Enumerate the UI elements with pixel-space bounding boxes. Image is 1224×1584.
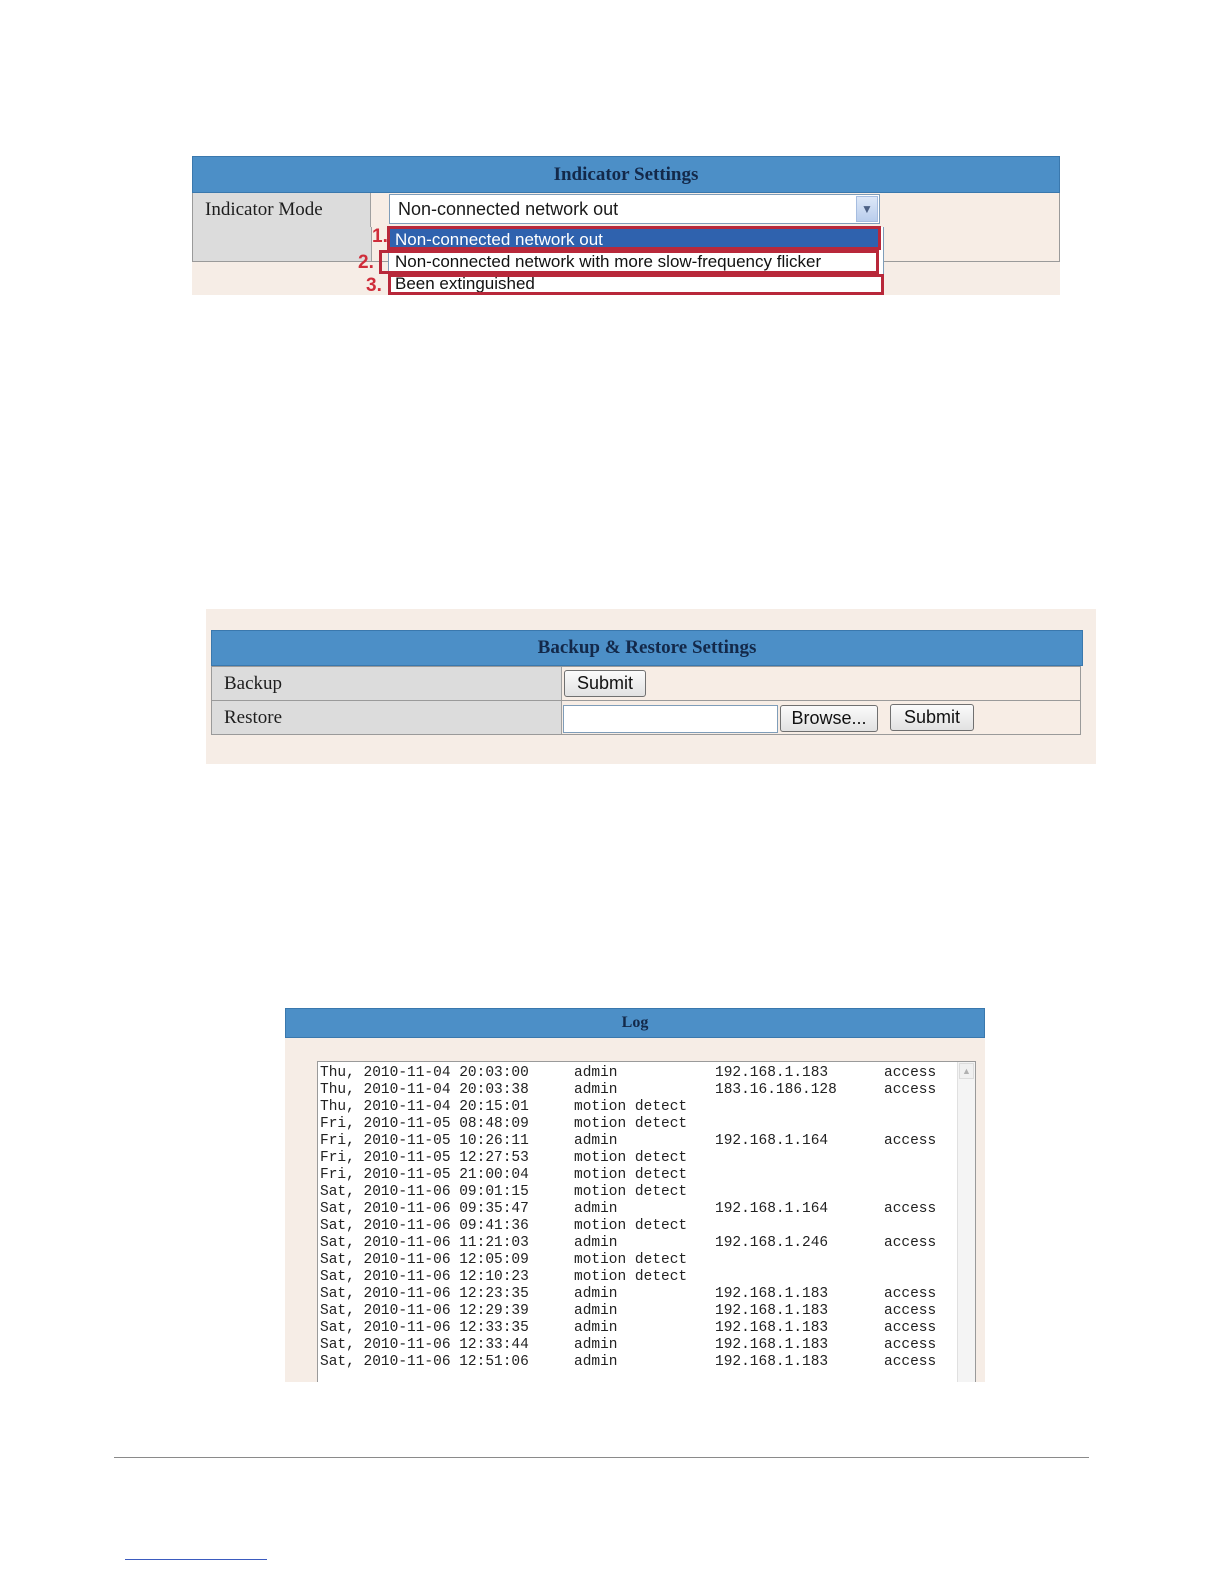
log-entry-ip: 192.168.1.183 bbox=[715, 1303, 829, 1319]
backup-restore-title: Backup & Restore Settings bbox=[211, 630, 1083, 666]
log-entry-user: admin bbox=[574, 1337, 618, 1353]
log-entry-date: Sat, 2010-11-06 12:23:35 bbox=[320, 1286, 529, 1302]
log-entry-user: motion detect bbox=[574, 1252, 688, 1268]
annotation-box-2 bbox=[379, 250, 879, 274]
log-entry-ip: 192.168.1.164 bbox=[715, 1133, 829, 1149]
log-entry-action: access bbox=[884, 1320, 937, 1336]
log-entry-date: Thu, 2010-11-04 20:15:01 bbox=[320, 1099, 529, 1115]
chevron-down-icon[interactable]: ▼ bbox=[856, 196, 878, 222]
indicator-mode-selected-value: Non-connected network out bbox=[398, 199, 619, 219]
log-entry-action: access bbox=[884, 1337, 937, 1353]
indicator-settings-title: Indicator Settings bbox=[192, 156, 1060, 193]
log-entry-action: access bbox=[884, 1303, 937, 1319]
annotation-number-3: 3. bbox=[366, 275, 382, 296]
log-entry-action: access bbox=[884, 1286, 937, 1302]
log-entry-ip: 192.168.1.164 bbox=[715, 1201, 829, 1217]
indicator-settings-panel bbox=[192, 156, 1060, 295]
log-entry-date: Fri, 2010-11-05 21:00:04 bbox=[320, 1167, 529, 1183]
log-panel bbox=[285, 1008, 985, 1382]
log-entry-date: Sat, 2010-11-06 12:29:39 bbox=[320, 1303, 529, 1319]
backup-submit-button[interactable]: Submit bbox=[564, 670, 646, 697]
footer-divider bbox=[114, 1457, 1089, 1458]
dropdown-option-1[interactable]: Non-connected network out bbox=[389, 229, 879, 251]
log-entry-user: admin bbox=[574, 1303, 618, 1319]
backup-label: Backup bbox=[212, 667, 562, 700]
log-entry-date: Sat, 2010-11-06 09:41:36 bbox=[320, 1218, 529, 1234]
dropdown-option-3[interactable]: Been extinguished bbox=[395, 274, 535, 293]
log-entry-user: admin bbox=[574, 1320, 618, 1336]
indicator-mode-label: Indicator Mode bbox=[193, 193, 371, 227]
indicator-mode-select[interactable] bbox=[389, 194, 880, 224]
log-entry-user: motion detect bbox=[574, 1269, 688, 1285]
log-entry-date: Sat, 2010-11-06 12:51:06 bbox=[320, 1354, 529, 1370]
log-entry-action: access bbox=[884, 1354, 937, 1370]
log-entry-date: Sat, 2010-11-06 12:05:09 bbox=[320, 1252, 529, 1268]
log-entry-date: Sat, 2010-11-06 11:21:03 bbox=[320, 1235, 529, 1251]
log-entry-ip: 192.168.1.246 bbox=[715, 1235, 829, 1251]
log-entry-ip: 192.168.1.183 bbox=[715, 1065, 829, 1081]
log-entry-date: Thu, 2010-11-04 20:03:38 bbox=[320, 1082, 529, 1098]
annotation-box-1 bbox=[387, 226, 881, 250]
log-entry-action: access bbox=[884, 1201, 937, 1217]
log-entry-user: motion detect bbox=[574, 1116, 688, 1132]
log-entry-user: admin bbox=[574, 1082, 618, 1098]
restore-label: Restore bbox=[212, 701, 562, 734]
log-textarea[interactable] bbox=[317, 1061, 976, 1382]
log-entry-user: admin bbox=[574, 1065, 618, 1081]
log-entry-date: Fri, 2010-11-05 08:48:09 bbox=[320, 1116, 529, 1132]
log-title: Log bbox=[285, 1008, 985, 1038]
annotation-number-2: 2. bbox=[358, 252, 374, 273]
log-entry-date: Sat, 2010-11-06 09:35:47 bbox=[320, 1201, 529, 1217]
log-entry-action: access bbox=[884, 1065, 937, 1081]
restore-file-input[interactable] bbox=[563, 705, 778, 733]
log-entry-user: motion detect bbox=[574, 1150, 688, 1166]
log-entry-date: Thu, 2010-11-04 20:03:00 bbox=[320, 1065, 529, 1081]
log-entry-action: access bbox=[884, 1082, 937, 1098]
log-entry-date: Sat, 2010-11-06 12:10:23 bbox=[320, 1269, 529, 1285]
dropdown-option-2[interactable]: Non-connected network with more slow-frequency flicker bbox=[395, 252, 822, 271]
log-entry-action: access bbox=[884, 1133, 937, 1149]
log-entry-user: admin bbox=[574, 1235, 618, 1251]
log-entry-date: Sat, 2010-11-06 12:33:35 bbox=[320, 1320, 529, 1336]
log-entry-user: admin bbox=[574, 1133, 618, 1149]
log-entry-ip: 183.16.186.128 bbox=[715, 1082, 837, 1098]
browse-button[interactable]: Browse... bbox=[780, 705, 878, 732]
log-entry-user: admin bbox=[574, 1354, 618, 1370]
log-entry-date: Sat, 2010-11-06 09:01:15 bbox=[320, 1184, 529, 1200]
log-entry-user: motion detect bbox=[574, 1167, 688, 1183]
log-entry-date: Sat, 2010-11-06 12:33:44 bbox=[320, 1337, 529, 1353]
log-entry-user: motion detect bbox=[574, 1099, 688, 1115]
footer-link-underline bbox=[125, 1559, 267, 1560]
log-entry-user: motion detect bbox=[574, 1184, 688, 1200]
log-entry-date: Fri, 2010-11-05 12:27:53 bbox=[320, 1150, 529, 1166]
log-entry-ip: 192.168.1.183 bbox=[715, 1320, 829, 1336]
log-entry-date: Fri, 2010-11-05 10:26:11 bbox=[320, 1133, 529, 1149]
log-entry-user: admin bbox=[574, 1201, 618, 1217]
log-entry-action: access bbox=[884, 1235, 937, 1251]
log-entry-user: admin bbox=[574, 1286, 618, 1302]
log-entry-user: motion detect bbox=[574, 1218, 688, 1234]
backup-row bbox=[211, 666, 1081, 701]
annotation-box-3 bbox=[388, 274, 884, 295]
log-scrollbar[interactable] bbox=[957, 1062, 975, 1382]
log-entry-ip: 192.168.1.183 bbox=[715, 1354, 829, 1370]
log-entry-ip: 192.168.1.183 bbox=[715, 1286, 829, 1302]
log-entry-ip: 192.168.1.183 bbox=[715, 1337, 829, 1353]
scroll-up-arrow-icon[interactable]: ▲ bbox=[959, 1063, 974, 1079]
restore-row bbox=[211, 700, 1081, 735]
backup-restore-panel bbox=[206, 609, 1096, 764]
annotation-number-1: 1. bbox=[372, 226, 388, 247]
restore-submit-button[interactable]: Submit bbox=[890, 704, 974, 731]
indicator-empty-label-cell bbox=[193, 227, 372, 261]
